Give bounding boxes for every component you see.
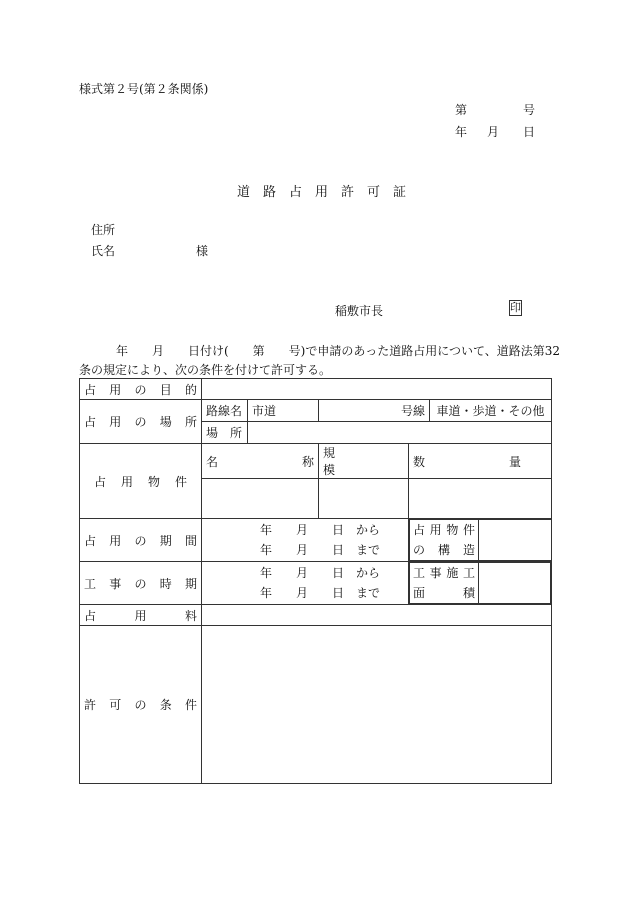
scale-value	[319, 479, 409, 519]
period-until: 年 月 日 まで	[260, 543, 381, 557]
objects-label: 占 用 物 件	[80, 444, 202, 519]
period-from: 年 月 日 から	[260, 523, 381, 537]
work-area-cell	[409, 562, 552, 605]
work-from: 年 月 日 から	[260, 566, 381, 580]
seal-mark	[509, 300, 522, 316]
fee-value	[202, 605, 552, 626]
conditions-value	[202, 626, 552, 784]
name-column-header: 名 称	[202, 444, 319, 479]
work-until: 年 月 日 まで	[260, 586, 381, 600]
date-month: 月	[487, 125, 500, 139]
route-name-label: 路線名	[202, 400, 248, 422]
number-prefix: 第	[455, 103, 468, 117]
work-period-label: 工 事 の 時 期	[80, 562, 202, 605]
address-label: 住所	[91, 223, 116, 237]
honorific: 様	[196, 244, 209, 258]
mayor-title: 稲敷市長	[335, 304, 384, 318]
structure-label-1: 占用物件	[413, 523, 475, 537]
quantity-value	[409, 479, 552, 519]
purpose-value	[202, 379, 552, 400]
period-dates	[202, 519, 409, 562]
quantity-column-header: 数 量	[409, 444, 552, 479]
work-area-label-2: 面 積	[413, 586, 475, 600]
work-area-value	[479, 563, 551, 604]
conditions-label: 許 可 の 条 件	[80, 626, 202, 784]
body-line-1: 年 月 日付け( 第 号)で申請のあった道路占用について、道路法第32	[116, 344, 561, 358]
structure-label-2: の 構 造	[413, 543, 475, 557]
work-area-label-1: 工事施工	[413, 566, 475, 580]
work-dates	[202, 562, 409, 605]
number-suffix: 号	[523, 103, 536, 117]
scale-column-header: 規 模	[319, 444, 409, 479]
route-number-label: 号線	[319, 400, 430, 422]
structure-value	[479, 520, 552, 561]
period-label: 占 用 の 期 間	[80, 519, 202, 562]
location-value	[248, 422, 552, 444]
name-label: 氏名	[91, 244, 116, 258]
form-number: 様式第２号(第２条関係)	[79, 82, 209, 96]
document-title: 道 路 占 用 許 可 証	[237, 185, 407, 200]
date-year: 年	[455, 125, 468, 139]
purpose-label: 占 用 の 目 的	[80, 379, 202, 400]
seal-text: 印	[510, 301, 521, 314]
place-label: 占 用 の 場 所	[80, 400, 202, 444]
name-value	[202, 479, 319, 519]
body-line-2: 条の規定により、次の条件を付けて許可する。	[79, 363, 332, 377]
fee-label: 占 用 料	[80, 605, 202, 626]
date-day: 日	[523, 125, 536, 139]
location-label: 場 所	[202, 422, 248, 444]
permit-table	[79, 378, 552, 784]
city-road-label: 市道	[248, 400, 319, 422]
structure-cell	[409, 519, 552, 562]
road-type-label: 車道・歩道・その他	[430, 400, 552, 422]
